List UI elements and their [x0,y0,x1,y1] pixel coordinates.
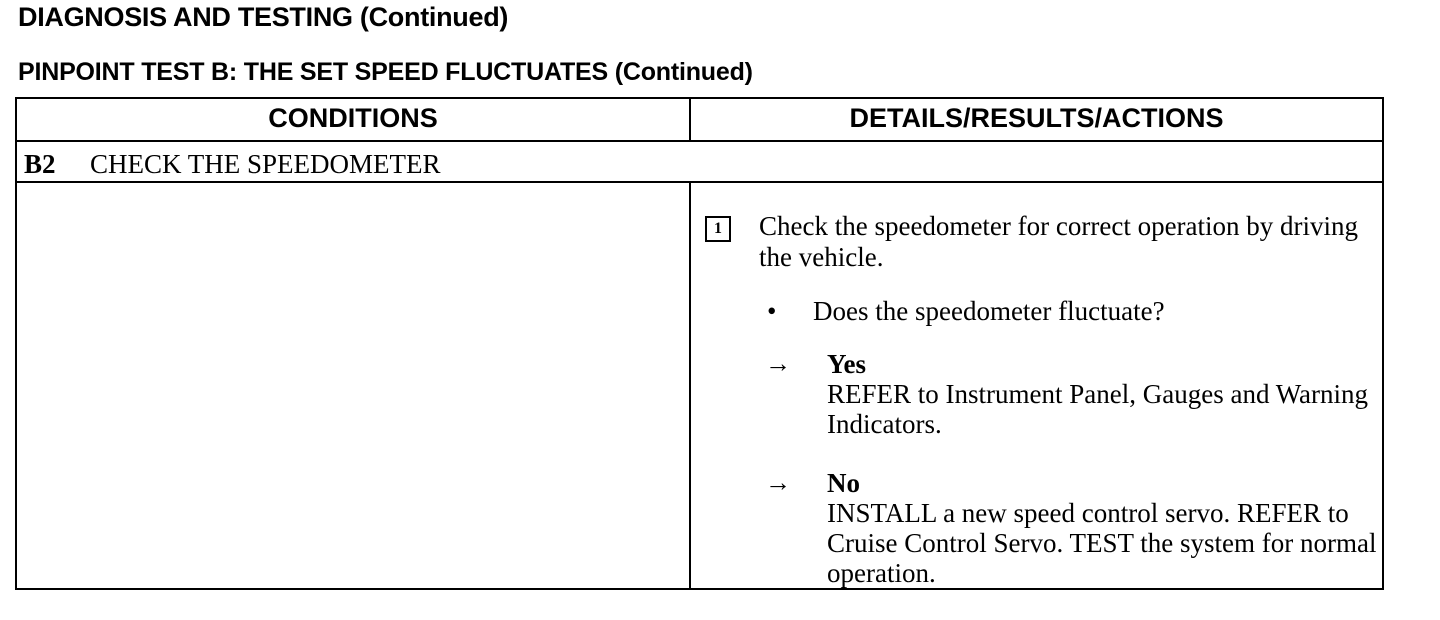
test-title: PINPOINT TEST B: THE SET SPEED FLUCTUATES (Continued) [18,58,753,86]
step-number-box: 1 [705,216,731,242]
arrow-right-icon: → [765,468,791,497]
body-divider [689,182,691,588]
header-rule [17,140,1382,142]
step-row [24,149,441,180]
answer-no-text: INSTALL a new speed control servo. REFER to Cruise Control Servo. TEST the system for normal operation. [827,498,1377,588]
bullet-icon: • [767,296,777,326]
answer-yes [827,349,1387,439]
step-id: B2 [24,149,56,179]
answer-no [827,468,1387,588]
question-text: Does the speedometer fluctuate? [813,296,1165,326]
conditions-cell [17,183,689,588]
arrow-right-icon: → [765,349,791,378]
column-header-conditions: CONDITIONS [268,103,438,133]
page-title: DIAGNOSIS AND TESTING (Continued) [18,2,509,32]
answer-yes-text: REFER to Instrument Panel, Gauges and Warning Indicators. [827,379,1369,439]
answer-yes-label: Yes [827,349,866,379]
instruction-text: Check the speedometer for correct operation by driving the vehicle. [759,211,1359,272]
header-divider [689,99,691,141]
answer-no-label: No [827,468,860,498]
step-title: CHECK THE SPEEDOMETER [90,149,441,179]
column-header-details: DETAILS/RESULTS/ACTIONS [849,103,1224,133]
diagnostic-table [15,97,1384,590]
